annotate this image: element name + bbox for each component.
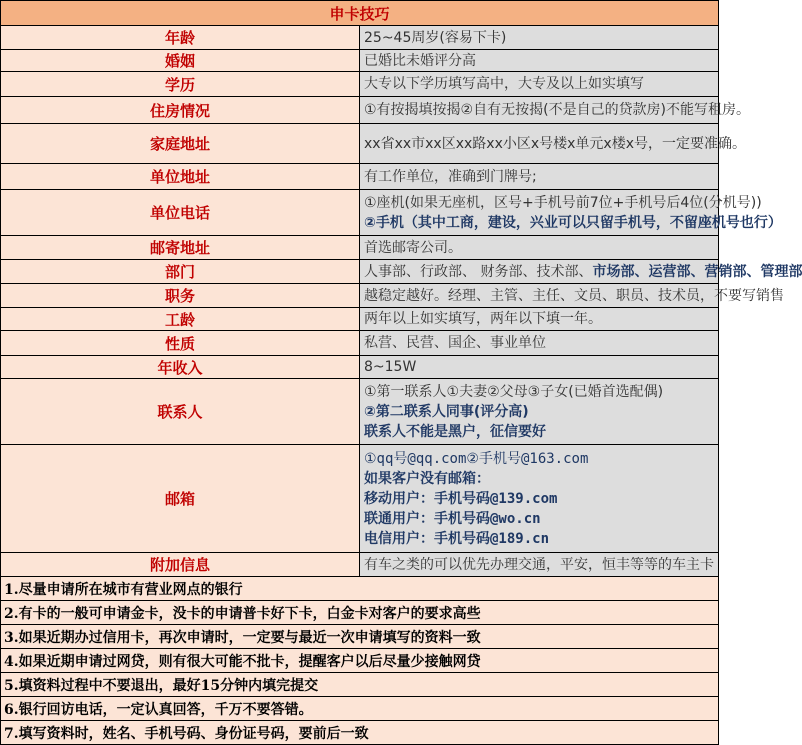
department-plain: 人事部、行政部、 财务部、技术部、 bbox=[364, 263, 593, 280]
tip-row bbox=[1, 625, 719, 649]
value-email bbox=[360, 445, 719, 553]
row-work-address bbox=[1, 164, 719, 190]
label-mail-address: 邮寄地址 bbox=[1, 236, 360, 260]
row-seniority bbox=[1, 308, 719, 331]
label-age: 年龄 bbox=[1, 26, 360, 50]
value-nature: 私营、民营、国企、事业单位 bbox=[360, 331, 719, 356]
row-age bbox=[1, 26, 719, 50]
row-mail-address bbox=[1, 236, 719, 260]
label-home-address: 家庭地址 bbox=[1, 124, 360, 164]
label-housing: 住房情况 bbox=[1, 97, 360, 124]
label-marriage: 婚姻 bbox=[1, 50, 360, 72]
tip-row bbox=[1, 697, 719, 721]
work-phone-line-2: ②手机（其中工商，建设，兴业可以只留手机号，不留座机号也行） bbox=[364, 214, 782, 231]
tip-row bbox=[1, 577, 719, 601]
label-department: 部门 bbox=[1, 260, 360, 284]
work-phone-line-1: ①座机(如果无座机，区号+手机号前7位+手机号后4位(分机号)) bbox=[364, 194, 762, 211]
value-age: 25~45周岁(容易下卡) bbox=[360, 26, 719, 50]
row-extra bbox=[1, 553, 719, 577]
tip-row bbox=[1, 649, 719, 673]
title-row bbox=[1, 1, 719, 26]
row-department bbox=[1, 260, 719, 284]
email-line-5: 电信用户：手机号码@189.cn bbox=[364, 530, 550, 547]
value-marriage: 已婚比未婚评分高 bbox=[360, 50, 719, 72]
value-department bbox=[360, 260, 802, 284]
row-contacts bbox=[1, 379, 719, 445]
row-marriage bbox=[1, 50, 719, 72]
label-email: 邮箱 bbox=[1, 445, 360, 553]
label-work-phone: 单位电话 bbox=[1, 190, 360, 236]
tip-3: 3.如果近期办过信用卡，再次申请时，一定要与最近一次申请填写的资料一致 bbox=[1, 625, 719, 649]
contacts-line-2: ②第二联系人同事(评分高) bbox=[364, 403, 529, 420]
value-income: 8~15W bbox=[360, 356, 719, 379]
tip-row bbox=[1, 601, 719, 625]
label-contacts: 联系人 bbox=[1, 379, 360, 445]
row-education bbox=[1, 72, 719, 97]
tip-6: 6.银行回访电话，一定认真回答，千万不要答错。 bbox=[1, 697, 719, 721]
contacts-line-1: ①第一联系人①夫妻②父母③子女(已婚首选配偶) bbox=[364, 383, 664, 400]
label-education: 学历 bbox=[1, 72, 360, 97]
row-nature bbox=[1, 331, 719, 356]
label-position: 职务 bbox=[1, 284, 360, 308]
value-seniority: 两年以上如实填写，两年以下填一年。 bbox=[360, 308, 719, 331]
department-bold: 市场部、运营部、营销部、管理部 bbox=[592, 263, 802, 280]
label-seniority: 工龄 bbox=[1, 308, 360, 331]
value-extra: 有车之类的可以优先办理交通，平安，恒丰等等的车主卡 bbox=[360, 553, 719, 577]
email-line-2: 如果客户没有邮箱： bbox=[364, 470, 490, 487]
sheet-title: 申卡技巧 bbox=[1, 1, 719, 26]
row-work-phone bbox=[1, 190, 719, 236]
label-extra: 附加信息 bbox=[1, 553, 360, 577]
value-mail-address: 首选邮寄公司。 bbox=[360, 236, 719, 260]
label-nature: 性质 bbox=[1, 331, 360, 356]
tip-7: 7.填写资料时，姓名、手机号码、身份证号码，要前后一致 bbox=[1, 721, 719, 745]
value-education: 大专以下学历填写高中，大专及以上如实填写 bbox=[360, 72, 719, 97]
tip-4: 4.如果近期申请过网贷，则有很大可能不批卡，提醒客户以后尽量少接触网贷 bbox=[1, 649, 719, 673]
email-line-4: 联通用户：手机号码@wo.cn bbox=[364, 510, 541, 527]
contacts-line-3: 联系人不能是黑户，征信要好 bbox=[364, 423, 546, 440]
tip-2: 2.有卡的一般可申请金卡，没卡的申请普卡好下卡，白金卡对客户的要求高些 bbox=[1, 601, 719, 625]
tip-row bbox=[1, 673, 719, 697]
value-housing: ①有按揭填按揭②自有无按揭(不是自己的贷款房)不能写租房。 bbox=[360, 97, 719, 124]
value-work-phone bbox=[360, 190, 782, 236]
tip-1: 1.尽量申请所在城市有营业网点的银行 bbox=[1, 577, 719, 601]
row-home-address bbox=[1, 124, 719, 164]
tip-row bbox=[1, 721, 719, 745]
tip-5: 5.填资料过程中不要退出，最好15分钟内填完提交 bbox=[1, 673, 719, 697]
value-home-address: xx省xx市xx区xx路xx小区x号楼x单元x楼x号，一定要准确。 bbox=[360, 124, 719, 164]
row-income bbox=[1, 356, 719, 379]
email-line-3: 移动用户：手机号码@139.com bbox=[364, 490, 558, 507]
label-work-address: 单位地址 bbox=[1, 164, 360, 190]
value-position: 越稳定越好。经理、主管、主任、文员、职员、技术员，不要写销售 bbox=[360, 284, 719, 308]
email-line-1: ①qq号@qq.com②手机号@163.com bbox=[364, 450, 589, 467]
value-contacts bbox=[360, 379, 719, 445]
label-income: 年收入 bbox=[1, 356, 360, 379]
row-email bbox=[1, 445, 719, 553]
row-position bbox=[1, 284, 719, 308]
value-work-address: 有工作单位，准确到门牌号; bbox=[360, 164, 719, 190]
row-housing bbox=[1, 97, 719, 124]
